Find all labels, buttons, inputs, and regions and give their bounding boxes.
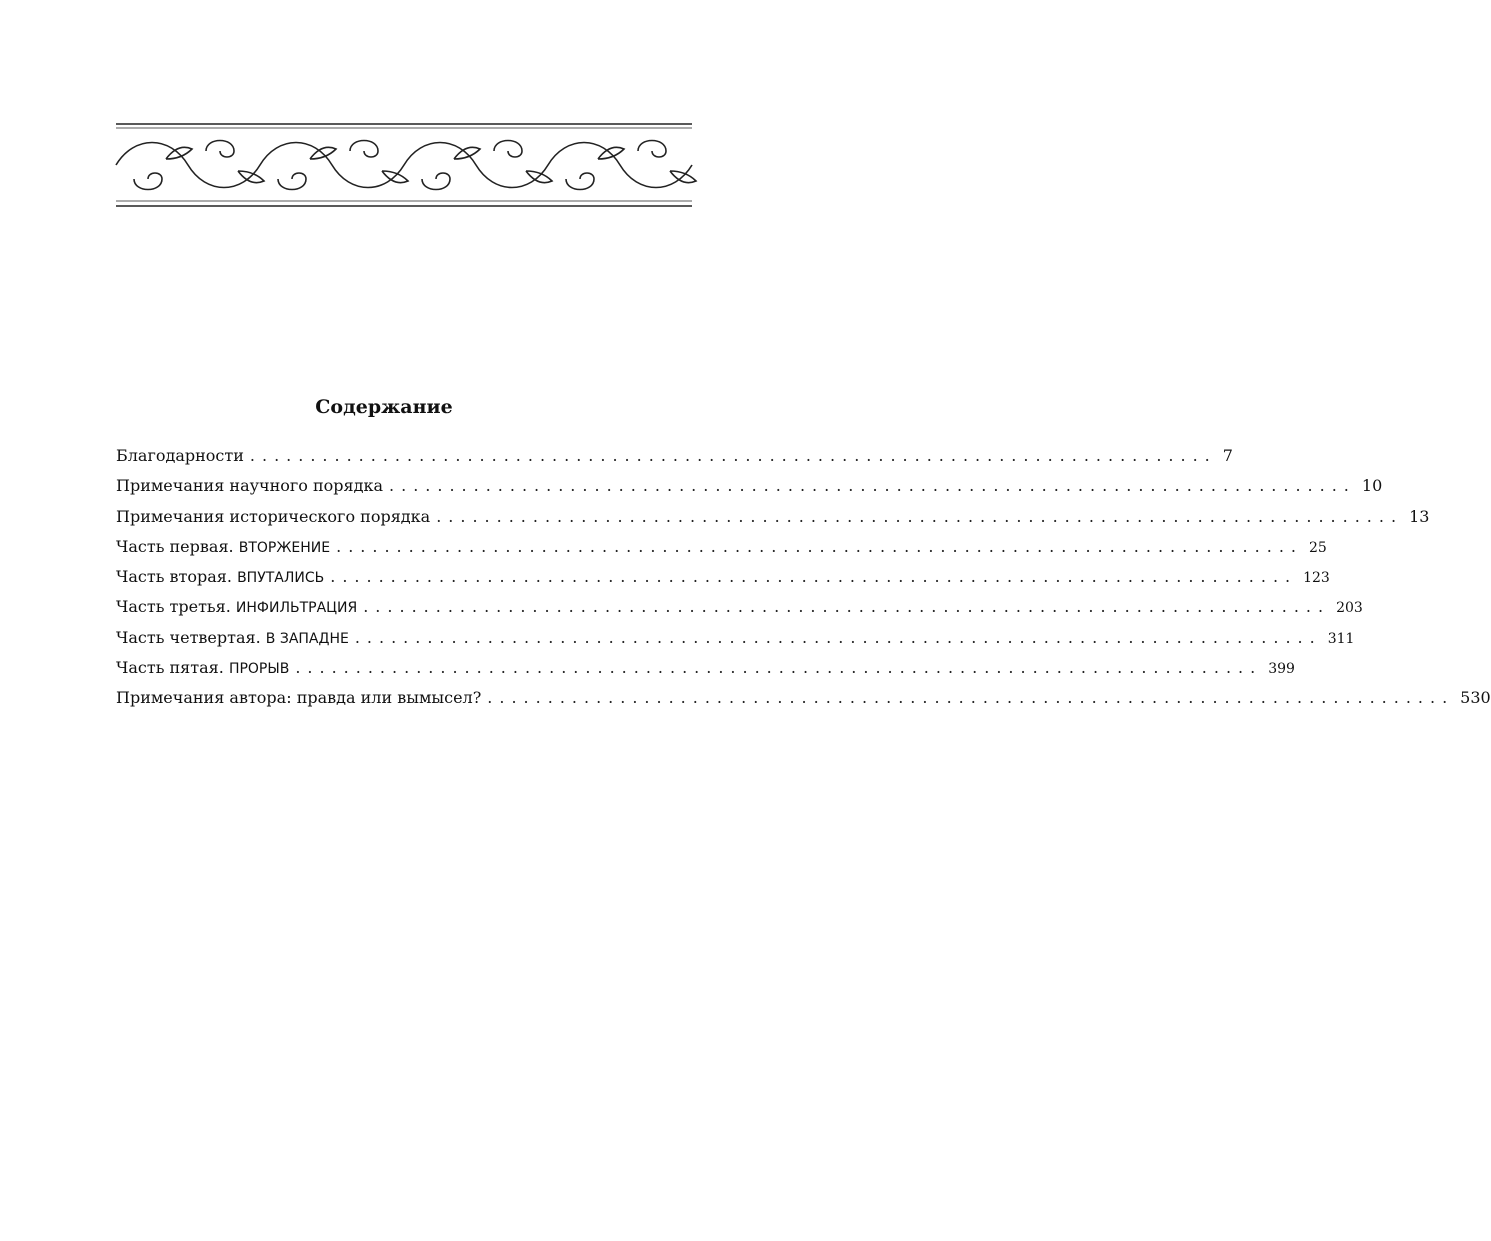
toc-entry-scientific-notes[interactable]: [116, 476, 1383, 506]
toc-leader-dots: ................................................................................: [436, 506, 1404, 526]
toc-entry-title: [116, 567, 324, 586]
toc-leader-dots: ................................................................................: [336, 536, 1303, 556]
toc-part-number: Часть первая.: [116, 536, 234, 556]
toc-page-number: 530: [1460, 688, 1491, 708]
toc-entry-part-one[interactable]: [116, 536, 1327, 567]
toc-entry-part-two[interactable]: [116, 567, 1330, 597]
toc-leader-dots: ................................................................................: [487, 688, 1455, 708]
toc-entry-historical-notes[interactable]: [116, 506, 1430, 537]
toc-entry-title: Примечания научного порядка: [116, 476, 384, 496]
toc-entry-author-notes[interactable]: [116, 688, 1491, 718]
toc-part-number: Часть четвертая.: [116, 627, 261, 647]
toc-page-number: 399: [1268, 661, 1295, 678]
toc-entry-acknowledgements[interactable]: [116, 446, 1233, 476]
toc-part-name: ВТОРЖЕНИЕ: [238, 539, 331, 556]
toc-entry-part-five[interactable]: [116, 658, 1295, 688]
toc-leader-dots: ................................................................................: [389, 476, 1356, 496]
toc-part-number: Часть вторая.: [116, 567, 232, 587]
toc-page-number: 13: [1409, 506, 1430, 526]
toc-leader-dots: ................................................................................: [354, 627, 1322, 647]
page-title: Содержание: [315, 396, 453, 418]
toc-page-number: 123: [1303, 570, 1330, 587]
toc-leader-dots: ................................................................................: [330, 567, 1298, 587]
toc-leader-dots: ................................................................................: [295, 658, 1263, 678]
toc-leader-dots: ................................................................................: [249, 446, 1217, 465]
toc-page-number: 25: [1308, 539, 1327, 556]
toc-page-number: 203: [1336, 600, 1363, 617]
toc-page-number: 10: [1361, 476, 1383, 496]
toc-entry-title: Благодарности: [116, 446, 244, 465]
table-of-contents: [116, 446, 1491, 719]
decorative-ornament-border: [116, 121, 692, 211]
toc-part-number: Часть третья.: [116, 597, 231, 617]
toc-page-number: 7: [1222, 446, 1233, 465]
toc-part-name: В ЗАПАДНЕ: [265, 630, 349, 647]
toc-part-number: Часть пятая.: [116, 658, 224, 678]
toc-entry-title: Примечания автора: правда или вымысел?: [116, 688, 482, 708]
toc-entry-title: [116, 658, 289, 677]
toc-page-number: 311: [1327, 630, 1355, 647]
toc-leader-dots: ................................................................................: [363, 597, 1331, 617]
toc-entry-part-three[interactable]: [116, 597, 1363, 627]
toc-part-name: ИНФИЛЬТРАЦИЯ: [235, 600, 358, 617]
toc-entry-part-four[interactable]: [116, 627, 1355, 658]
toc-entry-title: [116, 597, 357, 616]
toc-part-name: ВПУТАЛИСЬ: [237, 570, 325, 587]
toc-part-name: ПРОРЫВ: [228, 661, 290, 678]
toc-entry-title: Примечания исторического порядка: [116, 506, 431, 526]
toc-entry-title: [116, 537, 330, 556]
toc-entry-title: [116, 628, 349, 647]
